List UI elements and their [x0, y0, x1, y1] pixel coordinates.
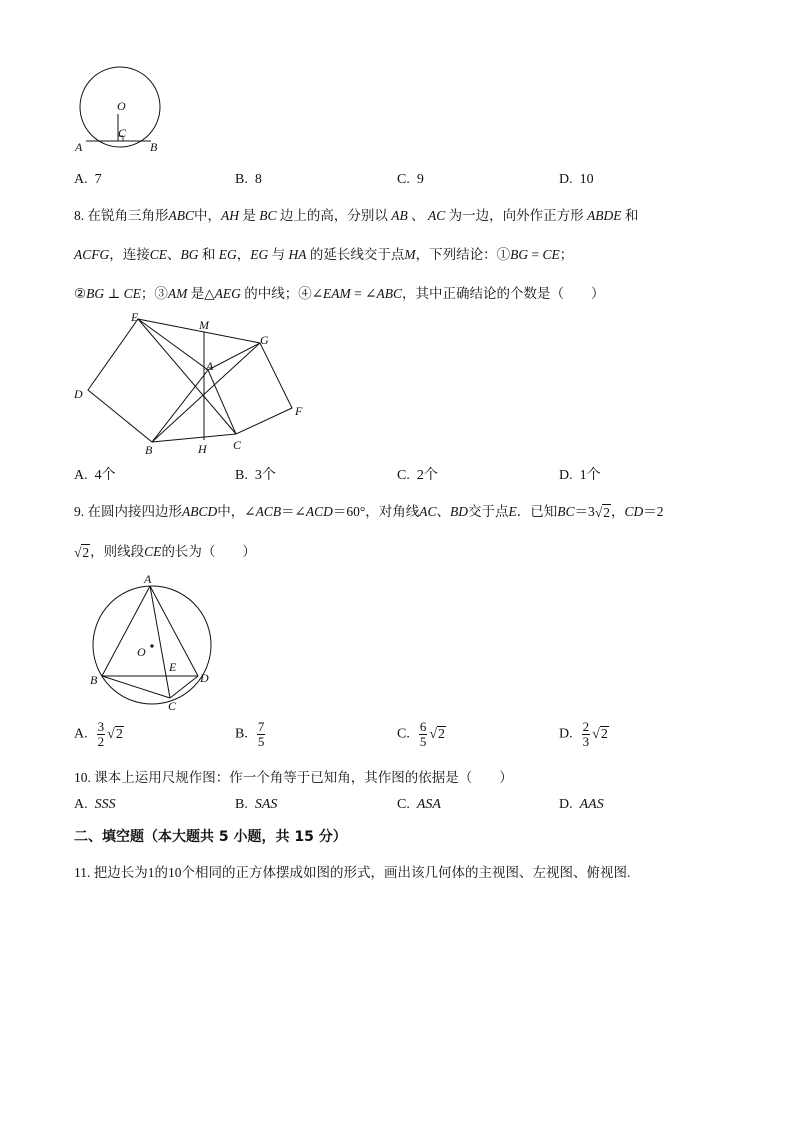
option-text: 2个 [416, 468, 438, 483]
option-text: ASA [416, 797, 441, 812]
q9-side-ab [102, 586, 150, 676]
q8-label-h: H [198, 442, 207, 456]
q10-text: 10. 课本上运用尺规作图：作一个角等于已知角，其作图的依据是（ ） [74, 770, 513, 785]
option-letter: D. [559, 797, 573, 812]
q7-option-b[interactable] [235, 172, 262, 188]
q9-label-o: O [137, 645, 146, 659]
q9-side-bc [102, 676, 170, 698]
q8-option-b[interactable] [235, 464, 276, 484]
q7-option-d[interactable] [559, 172, 594, 188]
q8-label-a: A [206, 359, 214, 373]
option-text: AAS [579, 797, 604, 812]
q9-label-a: A [144, 572, 152, 586]
q7-label-b: B [150, 140, 158, 154]
q9-circle-figure [80, 570, 220, 715]
q8-text-line1: 8. 在锐角三角形ABC中，AH 是 BC 边上的高，分别以 AB 、 AC 为一边，向外作正方形 ABDE 和 [74, 208, 639, 223]
q8-text-line2: ACFG，连接CE、BG 和 EG，EG 与 HA 的延长线交于点M，下列结论：①BG = CE； [74, 247, 574, 262]
q8-label-b: B [145, 443, 153, 457]
option-letter: A. [74, 468, 88, 483]
q8-square-acfg [208, 343, 292, 434]
q9-text-line2: √2，则线段CE的长为（ ） [74, 544, 256, 560]
option-text: 4个 [94, 468, 116, 483]
option-letter: A. [74, 726, 88, 742]
q9-label-e: E [169, 660, 177, 674]
option-letter: C. [397, 468, 410, 483]
q8-label-e: E [131, 310, 139, 324]
q9-option-c[interactable]: C. $\frac{6}{5}$ √2 [397, 719, 446, 749]
q8-segment-ce [138, 319, 236, 434]
q7-option-a[interactable] [74, 172, 102, 188]
option-fraction: $\frac{2}{3}$ [582, 719, 590, 749]
option-fraction: $\frac{7}{5}$ [257, 719, 265, 749]
q9-option-d[interactable]: D. $\frac{2}{3}$ √2 [559, 719, 608, 749]
option-letter: C. [397, 172, 410, 187]
q10-option-b[interactable] [235, 797, 277, 813]
section-title: 二、填空题（本大题共 5 小题，共 15 分） [74, 829, 347, 845]
option-letter: C. [397, 726, 410, 742]
q8-label-d: D [74, 387, 83, 401]
option-fraction: $\frac{3}{2}$ [97, 719, 105, 749]
option-letter: B. [235, 726, 248, 742]
option-text: 8 [254, 172, 262, 187]
q9-option-a[interactable]: A. $\frac{3}{2}$ √2 [74, 719, 123, 749]
q9-diagonal-ac [150, 586, 170, 698]
q8-option-d[interactable] [559, 464, 601, 484]
q9-label-d: D [200, 671, 209, 685]
q8-text-line3: ②BG ⊥ CE；③AM 是△AEG 的中线；④∠EAM = ∠ABC，其中正确结论的个数是（ ） [74, 286, 605, 301]
q8-option-c[interactable] [397, 464, 438, 484]
option-text: SSS [94, 797, 116, 812]
option-letter: B. [235, 797, 248, 812]
option-letter: D. [559, 726, 573, 742]
q7-label-a: A [75, 140, 83, 154]
q7-label-o: O [117, 99, 126, 113]
option-letter: B. [235, 468, 248, 483]
q10-option-c[interactable] [397, 797, 441, 813]
q9-option-b[interactable] [235, 720, 267, 749]
option-letter: D. [559, 468, 573, 483]
option-fraction: $\frac{6}{5}$ [419, 719, 427, 749]
option-text: SAS [254, 797, 278, 812]
option-letter: B. [235, 172, 248, 187]
q9-label-b: B [90, 673, 98, 687]
q8-segment-bg [152, 343, 260, 442]
q7-option-c[interactable] [397, 172, 424, 188]
q9-text-line1: 9. 在圆内接四边形ABCD中，∠ACB＝∠ACD＝60°，对角线AC、BD交于点E．已知BC＝3√2，CD＝2 [74, 504, 664, 520]
option-text: 7 [94, 172, 102, 187]
option-text: 3个 [254, 468, 276, 483]
option-text: 1个 [579, 468, 601, 483]
q10-option-a[interactable] [74, 797, 116, 813]
q8-label-c: C [233, 438, 242, 452]
q8-option-a[interactable] [74, 464, 116, 484]
option-letter: A. [74, 172, 88, 187]
q8-segment-bc [152, 434, 236, 442]
q8-squares-figure [70, 310, 320, 460]
option-letter: D. [559, 172, 573, 187]
q8-label-f: F [295, 404, 303, 418]
option-letter: C. [397, 797, 410, 812]
q7-circle-figure [72, 66, 172, 156]
q9-label-c: C [168, 699, 177, 713]
option-text: 10 [579, 172, 594, 187]
q10-option-d[interactable] [559, 797, 604, 813]
q7-label-c: C [118, 126, 127, 140]
q11-text: 11. 把边长为1的10个相同的正方体摆成如图的形式，画出该几何体的主视图、左视图、俯视图. [74, 865, 631, 880]
option-text: 9 [416, 172, 424, 187]
q8-label-m: M [199, 318, 209, 332]
q9-center-dot [150, 644, 153, 647]
q8-label-g: G [260, 333, 269, 347]
option-letter: A. [74, 797, 88, 812]
